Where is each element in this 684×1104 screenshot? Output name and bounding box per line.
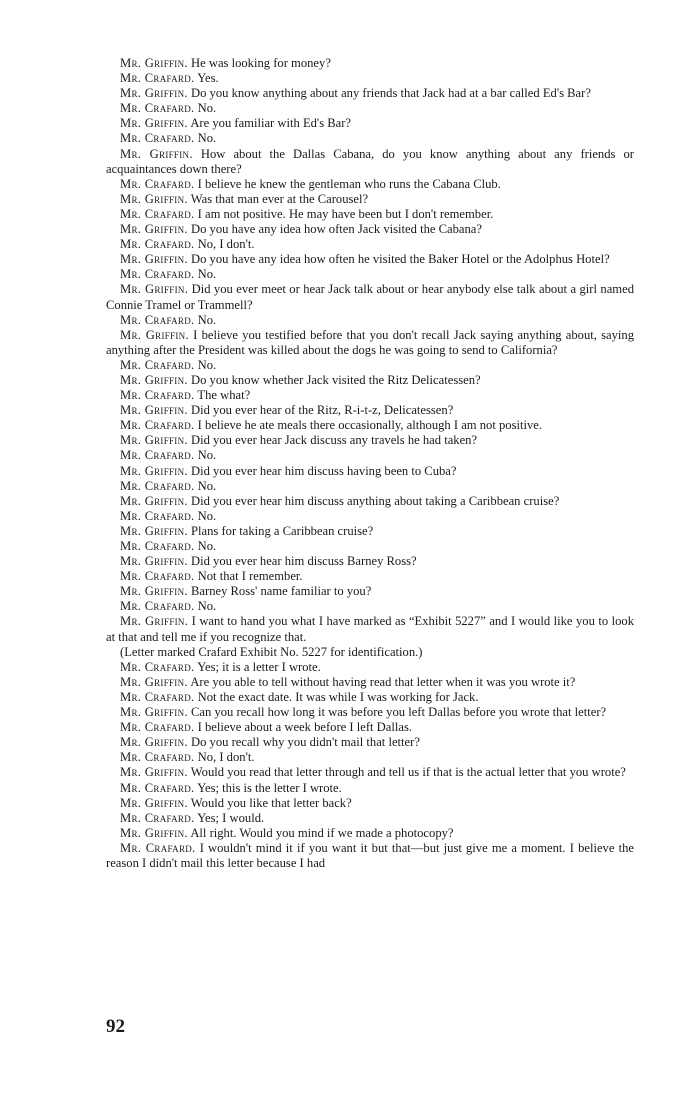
transcript-paragraph (106, 282, 634, 312)
speaker-label: Mr. Crafard. (120, 659, 195, 674)
testimony-text: Would you read that letter through and tell us if that is the actual letter that you wrote? (190, 765, 626, 780)
testimony-text: I want to hand you what I have marked as “Exhibit 5227” and I would like you to look at that and tell me if you recognize that. (106, 614, 635, 644)
speaker-label: Mr. Crafard. (120, 206, 195, 221)
speaker-label: Mr. Crafard. (120, 418, 195, 433)
speaker-label: Mr. Griffin. (120, 825, 188, 840)
transcript-paragraph (106, 494, 634, 509)
page-number: 92 (106, 1016, 125, 1037)
testimony-text: Do you recall why you didn't mail that letter? (191, 735, 420, 750)
speaker-label: Mr. Griffin. (120, 327, 189, 342)
transcript-paragraph (106, 131, 634, 146)
speaker-label: Mr. Griffin. (120, 433, 188, 448)
testimony-text: He was looking for money? (191, 56, 331, 70)
testimony-text: Do you have any idea how often Jack visited the Cabana? (191, 222, 482, 237)
speaker-label: Mr. Crafard. (120, 689, 195, 704)
transcript-paragraph (106, 177, 634, 192)
testimony-text: Yes. (197, 71, 219, 86)
transcript-paragraph (106, 509, 634, 524)
testimony-text: Barney Ross' name familiar to you? (191, 584, 372, 599)
speaker-label: Mr. Crafard. (120, 357, 195, 372)
transcript-paragraph (106, 147, 634, 177)
speaker-label: Mr. Griffin. (120, 86, 188, 101)
testimony-text: Plans for taking a Caribbean cruise? (191, 523, 374, 538)
speaker-label: Mr. Griffin. (120, 765, 188, 780)
testimony-text: All right. Would you mind if we made a photocopy? (190, 825, 454, 840)
speaker-label: Mr. Crafard. (120, 508, 195, 523)
speaker-label: Mr. Griffin. (120, 463, 188, 478)
transcript-paragraph (106, 690, 634, 705)
testimony-text: No. (197, 267, 217, 282)
speaker-label: Mr. Crafard. (120, 599, 195, 614)
transcript-paragraph (106, 705, 634, 720)
speaker-label: Mr. Crafard. (120, 131, 195, 146)
testimony-text: How about the Dallas Cabana, do you know anything about any friends or acquaintances down there? (106, 146, 634, 176)
transcript-paragraph (106, 71, 634, 86)
speaker-label: Mr. Griffin. (120, 403, 188, 418)
speaker-label: Mr. Crafard. (120, 478, 195, 493)
testimony-text: No. (197, 448, 217, 463)
transcript-paragraph (106, 781, 634, 796)
testimony-text: I believe about a week before I left Dallas. (197, 720, 412, 735)
transcript-paragraph (106, 252, 634, 267)
transcript-paragraph (106, 418, 634, 433)
testimony-text: I wouldn't mind it if you want it but that—but just give me a moment. I believe the reason I didn't mail this letter because I had (106, 840, 634, 870)
transcript-paragraph (106, 539, 634, 554)
transcript-body (106, 56, 634, 871)
speaker-label: Mr. Crafard. (120, 780, 195, 795)
transcript-paragraph (106, 192, 634, 207)
transcript-paragraph (106, 116, 634, 131)
testimony-text: I believe he ate meals there occasionally, although I am not positive. (197, 418, 542, 433)
testimony-text: I believe you testified before that you don't recall Jack saying anything about, saying anything after the President was killed about the dogs he was going to send to California? (106, 327, 634, 357)
testimony-text: No. (197, 508, 217, 523)
transcript-paragraph (106, 464, 634, 479)
transcript-paragraph (106, 841, 634, 871)
transcript-paragraph (106, 524, 634, 539)
testimony-text: Are you familiar with Ed's Bar? (190, 116, 352, 131)
transcript-paragraph (106, 433, 634, 448)
transcript-paragraph (106, 358, 634, 373)
testimony-text: No, I don't. (197, 750, 255, 765)
speaker-label: Mr. Griffin. (120, 493, 188, 508)
testimony-text: No. (197, 131, 217, 146)
testimony-text: Did you ever hear Jack discuss any travels he had taken? (191, 433, 478, 448)
speaker-label: Mr. Griffin. (120, 795, 188, 810)
speaker-label: Mr. Crafard. (120, 312, 195, 327)
speaker-label: Mr. Griffin. (120, 282, 189, 297)
transcript-paragraph (106, 403, 634, 418)
transcript-paragraph (106, 584, 634, 599)
testimony-text: Do you know anything about any friends that Jack had at a bar called Ed's Bar? (191, 86, 591, 101)
transcript-paragraph (106, 765, 634, 780)
transcript-paragraph (106, 222, 634, 237)
testimony-text: No. (197, 101, 217, 116)
speaker-label: Mr. Griffin. (120, 56, 188, 70)
testimony-text: Did you ever hear him discuss Barney Ross? (191, 554, 417, 569)
speaker-label: Mr. Crafard. (120, 810, 195, 825)
transcript-paragraph (106, 448, 634, 463)
speaker-label: Mr. Crafard. (120, 539, 195, 553)
transcript-paragraph (106, 796, 634, 811)
speaker-label: Mr. Griffin. (120, 116, 188, 131)
speaker-label: Mr. Griffin. (120, 674, 188, 689)
testimony-text: Do you know whether Jack visited the Ritz Delicatessen? (191, 372, 481, 387)
exhibit-note (106, 645, 634, 660)
testimony-text: No. (197, 599, 217, 614)
testimony-text: Did you ever meet or hear Jack talk about or hear anybody else talk about a girl named Connie Tramel or Trammell? (106, 282, 634, 312)
testimony-text: I believe he knew the gentleman who runs the Cabana Club. (197, 176, 501, 191)
transcript-paragraph (106, 554, 634, 569)
transcript-paragraph (106, 479, 634, 494)
speaker-label: Mr. Crafard. (120, 750, 195, 765)
transcript-paragraph (106, 675, 634, 690)
testimony-text: Yes; this is the letter I wrote. (197, 780, 342, 795)
speaker-label: Mr. Crafard. (120, 448, 195, 463)
testimony-text: Did you ever hear of the Ritz, R-i-t-z, Delicatessen? (191, 403, 454, 418)
speaker-label: Mr. Crafard. (120, 720, 195, 735)
speaker-label: Mr. Crafard. (120, 176, 195, 191)
transcript-paragraph (106, 614, 634, 644)
testimony-text: I am not positive. He may have been but I don't remember. (197, 206, 494, 221)
testimony-text: Yes; I would. (197, 810, 265, 825)
transcript-paragraph (106, 207, 634, 222)
testimony-text: Not that I remember. (197, 569, 303, 584)
speaker-label: Mr. Crafard. (120, 71, 195, 86)
speaker-label: Mr. Griffin. (120, 554, 188, 569)
testimony-text: Do you have any idea how often he visited the Baker Hotel or the Adolphus Hotel? (191, 252, 610, 267)
transcript-paragraph (106, 267, 634, 282)
speaker-label: Mr. Crafard. (120, 388, 195, 403)
testimony-text: No, I don't. (197, 237, 255, 252)
transcript-paragraph (106, 86, 634, 101)
transcript-paragraph (106, 720, 634, 735)
transcript-paragraph (106, 811, 634, 826)
transcript-paragraph (106, 237, 634, 252)
transcript-paragraph (106, 599, 634, 614)
speaker-label: Mr. Crafard. (120, 569, 195, 584)
transcript-paragraph (106, 735, 634, 750)
transcript-paragraph (106, 313, 634, 328)
speaker-label: Mr. Crafard. (120, 237, 195, 252)
testimony-text: Are you able to tell without having read that letter when it was you wrote it? (190, 674, 576, 689)
testimony-text: Not the exact date. It was while I was working for Jack. (197, 689, 479, 704)
testimony-text: Would you like that letter back? (190, 795, 352, 810)
transcript-paragraph (106, 388, 634, 403)
testimony-text: Did you ever hear him discuss having been to Cuba? (191, 463, 457, 478)
testimony-text: No. (197, 357, 217, 372)
speaker-label: Mr. Griffin. (120, 614, 189, 629)
testimony-text: No. (197, 312, 217, 327)
testimony-text: Was that man ever at the Carousel? (190, 191, 369, 206)
speaker-label: Mr. Griffin. (120, 584, 188, 599)
transcript-paragraph (106, 328, 634, 358)
speaker-label: Mr. Griffin. (120, 735, 188, 750)
speaker-label: Mr. Griffin. (120, 252, 188, 267)
transcript-paragraph (106, 373, 634, 388)
transcript-paragraph (106, 56, 634, 71)
transcript-paragraph (106, 750, 634, 765)
transcript-paragraph (106, 660, 634, 675)
testimony-text: Can you recall how long it was before you left Dallas before you wrote that letter? (191, 705, 607, 720)
transcript-paragraph (106, 569, 634, 584)
exhibit-note-text: (Letter marked Crafard Exhibit No. 5227 for identification.) (120, 644, 423, 659)
speaker-label: Mr. Griffin. (120, 191, 188, 206)
transcript-paragraph (106, 826, 634, 841)
speaker-label: Mr. Griffin. (120, 146, 193, 161)
speaker-label: Mr. Griffin. (120, 523, 188, 538)
speaker-label: Mr. Griffin. (120, 222, 188, 237)
testimony-text: The what? (197, 388, 251, 403)
speaker-label: Mr. Griffin. (120, 372, 188, 387)
transcript-paragraph (106, 101, 634, 116)
speaker-label: Mr. Crafard. (120, 267, 195, 282)
speaker-label: Mr. Crafard. (120, 840, 196, 855)
speaker-label: Mr. Crafard. (120, 101, 195, 116)
speaker-label: Mr. Griffin. (120, 705, 188, 720)
testimony-text: No. (197, 539, 217, 553)
testimony-text: No. (197, 478, 217, 493)
testimony-text: Yes; it is a letter I wrote. (197, 659, 321, 674)
testimony-text: Did you ever hear him discuss anything about taking a Caribbean cruise? (191, 493, 560, 508)
